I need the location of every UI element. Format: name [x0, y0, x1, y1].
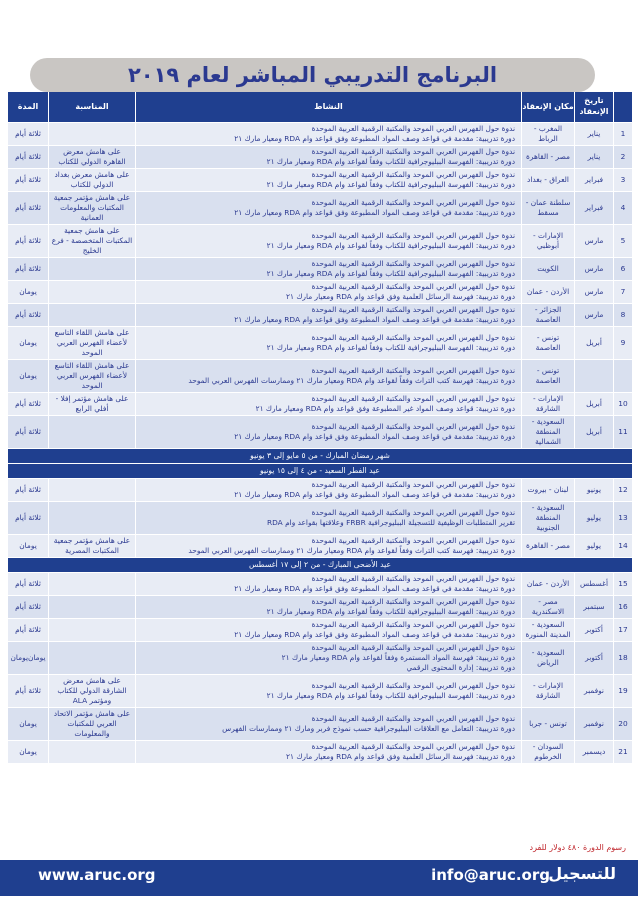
row-date [575, 360, 613, 392]
row-place: الإمارات - أبوظبي [522, 225, 574, 257]
row-duration [8, 708, 48, 740]
course-line: دورة تدريبية: قواعد وصف المواد غير المطبوعة وفق قواعد وام RDA ومعيار مارك ٢١ [255, 403, 515, 413]
row-activity [136, 502, 521, 534]
row-duration [8, 225, 48, 257]
row-place: تونس - العاصمة [522, 327, 574, 359]
holiday-banner: عيد الفطر السعيد - من ٤ إلى ١٥ يونيو [8, 464, 632, 478]
row-place: الأردن - عمان [522, 573, 574, 595]
symposium-line: ندوة حول الفهرس العربي الموحد والمكتبة الرقمية العربية الموحدة [311, 681, 515, 691]
row-date: أبريل [575, 327, 613, 359]
course-line: دورة تدريبية: الفهرسة الببليوجرافية للكتاب وفقاً لقواعد وام RDA ومعيار مارك ٢١ [266, 240, 515, 250]
header-activity: النشاط [136, 92, 521, 122]
row-date: يناير [575, 146, 613, 168]
row-duration [8, 642, 48, 674]
row-number [614, 360, 632, 392]
row-duration [8, 281, 48, 303]
row-number: 11 [614, 416, 632, 448]
row-occasion [49, 123, 135, 145]
row-occasion: على هامش مؤتمر جمعية المكتبات والمعلومات العمانية [49, 192, 135, 224]
course-line: دورة تدريبية: فهرسة الرسائل العلمية وفق قواعد وام RDA ومعيار مارك ٢١ [286, 291, 515, 301]
row-date: أبريل [575, 393, 613, 415]
row-date: نوفمبر [575, 675, 613, 707]
row-date: أكتوبر [575, 642, 613, 674]
row-place: السودان - الخرطوم [522, 741, 574, 763]
row-activity [136, 281, 521, 303]
row-date: ديسمبر [575, 741, 613, 763]
row-duration [8, 502, 48, 534]
course-line: دورة تدريبية: مقدمة في قواعد وصف المواد المطبوعة وفق قواعد وام RDA ومعيار مارك ٢١ [234, 133, 515, 143]
duration-text: ثلاثة أيام [15, 235, 41, 245]
symposium-line: ندوة حول الفهرس العربي الموحد والمكتبة الرقمية العربية الموحدة [311, 332, 515, 342]
course-line: دورة تدريبية: مقدمة في قواعد وصف المواد المطبوعة وفق قواعد وام RDA ومعيار مارك ٢١ [234, 490, 515, 500]
row-place: الكويت [522, 258, 574, 280]
row-activity [136, 393, 521, 415]
row-activity [136, 304, 521, 326]
row-number: 14 [614, 535, 632, 557]
duration-text: ثلاثة أيام [15, 309, 41, 319]
row-date: مارس [575, 281, 613, 303]
course-line: دورة تدريبية: الفهرسة الببليوجرافية للكتاب وفقاً لقواعد وام RDA ومعيار مارك ٢١ [266, 156, 515, 166]
header-number [614, 92, 632, 122]
symposium-line: ندوة حول الفهرس العربي الموحد والمكتبة الرقمية العربية الموحدة [311, 741, 515, 751]
row-occasion [49, 416, 135, 448]
row-duration [8, 619, 48, 641]
duration-text: يومان [19, 286, 37, 296]
duration-text: ثلاثة أيام [15, 686, 41, 696]
row-duration [8, 123, 48, 145]
symposium-line: ندوة حول الفهرس العربي الموحد والمكتبة الرقمية العربية الموحدة [311, 597, 515, 607]
row-date: مارس [575, 225, 613, 257]
duration-text: ثلاثة أيام [15, 263, 41, 273]
duration-text: ثلاثة أيام [15, 602, 41, 612]
row-duration [8, 393, 48, 415]
row-occasion [49, 258, 135, 280]
course-line: دورة تدريبية: الفهرسة الببليوجرافية للكتاب وفقاً لقواعد وام RDA ومعيار مارك ٢١ [266, 691, 515, 701]
row-place: مصر - الاسكندرية [522, 596, 574, 618]
symposium-line: ندوة حول الفهرس العربي الموحد والمكتبة الرقمية العربية الموحدة [311, 574, 515, 584]
course-line-2: دورة تدريبية: إدارة المحتوى الرقمي [406, 663, 515, 673]
row-duration [8, 169, 48, 191]
row-duration [8, 535, 48, 557]
duration-text: ثلاثة أيام [15, 128, 41, 138]
row-duration [8, 360, 48, 392]
row-occasion: على هامش اللقاء التاسع لأعضاء الفهرس العربي الموحد [49, 360, 135, 392]
course-line: دورة تدريبية: فهرسة كتب التراث وفقاً لقواعد وام RDA ومعيار مارك ٢١ وممارسات الفهرس العربي الموحد [188, 545, 515, 555]
row-date: يونيو [575, 479, 613, 501]
row-duration [8, 741, 48, 763]
row-activity [136, 642, 521, 674]
row-activity [136, 573, 521, 595]
row-place: سلطنة عمان - مسقط [522, 192, 574, 224]
row-duration [8, 416, 48, 448]
course-line: دورة تدريبية: فهرسة الرسائل العلمية وفق قواعد وام RDA ومعيار مارك ٢١ [286, 751, 515, 761]
row-activity [136, 123, 521, 145]
course-fee: رسوم الدورة ٤٨٠ دولار للفرد [529, 843, 626, 852]
row-occasion: على هامش اللقاء التاسع لأعضاء الفهرس العربي الموحد [49, 327, 135, 359]
duration-text: ثلاثة أيام [15, 579, 41, 589]
duration-text: ثلاثة أيام [15, 426, 41, 436]
row-duration [8, 146, 48, 168]
row-place: السعودية - الرياض [522, 642, 574, 674]
symposium-line: ندوة حول الفهرس العربي الموحد والمكتبة الرقمية العربية الموحدة [311, 281, 515, 291]
symposium-line: ندوة حول الفهرس العربي الموحد والمكتبة الرقمية العربية الموحدة [311, 393, 515, 403]
symposium-line: ندوة حول الفهرس العربي الموحد والمكتبة الرقمية العربية الموحدة [311, 197, 515, 207]
footer-email-link[interactable]: info@aruc.org [431, 866, 550, 884]
row-occasion [49, 502, 135, 534]
row-place: الجزائر - العاصمة [522, 304, 574, 326]
row-place: تونس - جربا [522, 708, 574, 740]
row-date: فبراير [575, 169, 613, 191]
row-place: السعودية - المنطقة الشمالية [522, 416, 574, 448]
row-duration [8, 675, 48, 707]
row-date: يوليو [575, 502, 613, 534]
row-occasion: على هامش معرض بغداد الدولي للكتاب [49, 169, 135, 191]
row-occasion: على هامش مؤتمر جمعية المكتبات المصرية [49, 535, 135, 557]
duration-text: يومان [28, 653, 46, 663]
row-occasion [49, 281, 135, 303]
row-occasion: على هامش جمعية المكتبات المتخصصة - فرع الخليج [49, 225, 135, 257]
row-date: أكتوبر [575, 619, 613, 641]
row-place: مصر - القاهرة [522, 535, 574, 557]
row-number: 3 [614, 169, 632, 191]
row-place: الإمارات - الشارقة [522, 675, 574, 707]
row-activity [136, 258, 521, 280]
row-date: أغسطس [575, 573, 613, 595]
row-number: 12 [614, 479, 632, 501]
symposium-line: ندوة حول الفهرس العربي الموحد والمكتبة الرقمية العربية الموحدة [311, 421, 515, 431]
row-date: مارس [575, 258, 613, 280]
duration-text: ثلاثة أيام [15, 485, 41, 495]
symposium-line: ندوة حول الفهرس العربي الموحد والمكتبة الرقمية العربية الموحدة [311, 480, 515, 490]
duration-text: ثلاثة أيام [15, 513, 41, 522]
row-number: 5 [614, 225, 632, 257]
row-activity [136, 741, 521, 763]
symposium-line: ندوة حول الفهرس العربي الموحد والمكتبة الرقمية العربية الموحدة [311, 304, 515, 314]
row-number: 17 [614, 619, 632, 641]
course-line: دورة تدريبية: مقدمة في قواعد وصف المواد المطبوعة وفق قواعد وام RDA ومعيار مارك ٢١ [234, 630, 515, 640]
row-occasion [49, 596, 135, 618]
row-number: 19 [614, 675, 632, 707]
row-activity [136, 535, 521, 557]
page-title: البرنامج التدريبي المباشر لعام ٢٠١٩ [127, 63, 498, 87]
duration-text: يومان [19, 718, 37, 728]
row-number: 13 [614, 502, 632, 534]
duration-text: ثلاثة أيام [15, 625, 41, 635]
row-occasion [49, 741, 135, 763]
row-number: 18 [614, 642, 632, 674]
row-date: أبريل [575, 416, 613, 448]
course-line: دورة تدريبية: مقدمة في قواعد وصف المواد المطبوعة وفق قواعد وام RDA ومعيار مارك ٢١ [234, 431, 515, 441]
duration-text: ثلاثة أيام [15, 151, 41, 161]
row-place: المغرب - الرباط [522, 123, 574, 145]
course-line: تقرير المتطلبات الوظيفية للتسجيلة الببليوجرافية FRBR وعلاقتها بقواعد وام RDA [266, 517, 515, 527]
row-duration [8, 304, 48, 326]
row-number: 21 [614, 741, 632, 763]
row-occasion: على هامش معرض الشارقة الدولي للكتاب ومؤتمر ALA [49, 675, 135, 707]
row-number: 16 [614, 596, 632, 618]
row-activity [136, 675, 521, 707]
row-activity [136, 327, 521, 359]
course-line: دورة تدريبية: فهرسة كتب التراث وفقاً لقواعد وام RDA ومعيار مارك ٢١ وممارسات الفهرس العربي الموحد [188, 375, 515, 385]
holiday-banner: عيد الأضحى المبارك - من ٢ إلى ١٧ أغسطس [8, 558, 632, 572]
row-duration [8, 258, 48, 280]
row-number: 2 [614, 146, 632, 168]
row-activity [136, 479, 521, 501]
row-number: 1 [614, 123, 632, 145]
row-occasion [49, 619, 135, 641]
row-number: 10 [614, 393, 632, 415]
row-occasion [49, 479, 135, 501]
symposium-line: ندوة حول الفهرس العربي الموحد والمكتبة الرقمية العربية الموحدة [311, 258, 515, 268]
row-activity [136, 169, 521, 191]
course-line: دورة تدريبية: الفهرسة الببليوجرافية للكتاب وفقاً لقواعد وام RDA ومعيار مارك ٢١ [266, 342, 515, 352]
row-number: 4 [614, 192, 632, 224]
row-date: سبتمبر [575, 596, 613, 618]
course-line: دورة تدريبية: الفهرسة الببليوجرافية للكتاب وفقاً لقواعد وام RDA ومعيار مارك ٢١ [266, 268, 515, 278]
row-activity [136, 192, 521, 224]
duration-text: ثلاثة أيام [15, 174, 41, 184]
row-place: مصر - القاهرة [522, 146, 574, 168]
row-number: 20 [614, 708, 632, 740]
row-occasion: على هامش مؤتمر إفلا - أفلي الرابع [49, 393, 135, 415]
row-duration [8, 573, 48, 595]
row-occasion: على هامش معرض القاهرة الدولي للكتاب [49, 146, 135, 168]
row-date: يناير [575, 123, 613, 145]
row-activity [136, 596, 521, 618]
symposium-line: ندوة حول الفهرس العربي الموحد والمكتبة الرقمية العربية الموحدة [311, 713, 515, 723]
header-place: مكان الإنعقاد [522, 92, 574, 122]
row-activity [136, 619, 521, 641]
symposium-line: ندوة حول الفهرس العربي الموحد والمكتبة الرقمية العربية الموحدة [311, 169, 515, 179]
row-place: الإمارات - الشارقة [522, 393, 574, 415]
row-activity [136, 360, 521, 392]
duration-text: يومان [19, 746, 37, 756]
duration-text: يومان [19, 370, 37, 380]
course-line: دورة تدريبية: مقدمة في قواعد وصف المواد المطبوعة وفق قواعد وام RDA ومعيار مارك ٢١ [234, 314, 515, 324]
course-line: دورة تدريبية: الفهرسة الببليوجرافية للكتاب وفقاً لقواعد وام RDA ومعيار مارك ٢١ [266, 607, 515, 617]
course-line: دورة تدريبية: مقدمة في قواعد وصف المواد المطبوعة وفق قواعد وام RDA ومعيار مارك ٢١ [234, 584, 515, 594]
duration-text: يومان [19, 337, 37, 347]
row-occasion: على هامش مؤتمر الاتحاد العربي للمكتبات والمعلومات [49, 708, 135, 740]
row-place: لبنان - بيروت [522, 479, 574, 501]
row-place: السعودية - المدينة المنورة [522, 619, 574, 641]
row-date: يوليو [575, 535, 613, 557]
row-place: العراق - بغداد [522, 169, 574, 191]
symposium-line: ندوة حول الفهرس العربي الموحد والمكتبة الرقمية العربية الموحدة [311, 620, 515, 630]
row-duration [8, 596, 48, 618]
row-activity [136, 146, 521, 168]
symposium-line: ندوة حول الفهرس العربي الموحد والمكتبة الرقمية العربية الموحدة [311, 124, 515, 133]
row-number: 6 [614, 258, 632, 280]
row-number: 15 [614, 573, 632, 595]
row-number: 9 [614, 327, 632, 359]
row-number: 8 [614, 304, 632, 326]
row-occasion [49, 642, 135, 674]
duration-text-2: يومان [10, 653, 28, 663]
symposium-line: ندوة حول الفهرس العربي الموحد والمكتبة الرقمية العربية الموحدة [311, 508, 515, 517]
row-place: الأردن - عمان [522, 281, 574, 303]
symposium-line: ندوة حول الفهرس العربي الموحد والمكتبة الرقمية العربية الموحدة [311, 146, 515, 156]
row-activity [136, 225, 521, 257]
row-activity [136, 416, 521, 448]
row-occasion [49, 304, 135, 326]
row-date: نوفمبر [575, 708, 613, 740]
row-place: السعودية - المنطقة الجنوبية [522, 502, 574, 534]
course-line: دورة تدريبية: الفهرسة الببليوجرافية للكتاب وفقاً لقواعد وام RDA ومعيار مارك ٢١ [266, 179, 515, 189]
row-duration [8, 327, 48, 359]
duration-text: ثلاثة أيام [15, 202, 41, 212]
symposium-line: ندوة حول الفهرس العربي الموحد والمكتبة الرقمية العربية الموحدة [311, 365, 515, 375]
row-activity [136, 708, 521, 740]
course-line: دورة تدريبية: التعامل مع العلاقات الببليوجرافية حسب نموذج فربر ومارك ٢١ وممارسات الفهرس [222, 723, 515, 733]
footer-register-label: للتسجيل [548, 864, 616, 883]
row-place: تونس - العاصمة [522, 360, 574, 392]
schedule-table [8, 92, 632, 763]
row-date: فبراير [575, 192, 613, 224]
symposium-line: ندوة حول الفهرس العربي الموحد والمكتبة الرقمية العربية الموحدة [311, 643, 515, 653]
duration-text: ثلاثة أيام [15, 398, 41, 408]
header-duration: المدة [8, 92, 48, 122]
duration-text: يومان [19, 540, 37, 550]
header-occasion: المناسبة [49, 92, 135, 122]
symposium-line: ندوة حول الفهرس العربي الموحد والمكتبة الرقمية العربية الموحدة [311, 230, 515, 240]
holiday-banner: شهر رمضان المبارك - من ٥ مايو إلى ٣ يونيو [8, 449, 632, 463]
course-line: دورة تدريبية: مقدمة في قواعد وصف المواد المطبوعة وفق قواعد وام RDA ومعيار مارك ٢١ [234, 207, 515, 217]
header-date: تاريخ الإنعقاد [575, 92, 613, 122]
row-duration [8, 479, 48, 501]
row-number: 7 [614, 281, 632, 303]
row-date: مارس [575, 304, 613, 326]
row-duration [8, 192, 48, 224]
symposium-line: ندوة حول الفهرس العربي الموحد والمكتبة الرقمية العربية الموحدة [311, 535, 515, 545]
footer-website-link[interactable]: www.aruc.org [38, 866, 156, 884]
course-line: دورة تدريبية: فهرسة المواد المستمرة وفقاً لقواعد وام RDA ومعيار مارك ٢١ [281, 653, 515, 663]
row-occasion [49, 573, 135, 595]
